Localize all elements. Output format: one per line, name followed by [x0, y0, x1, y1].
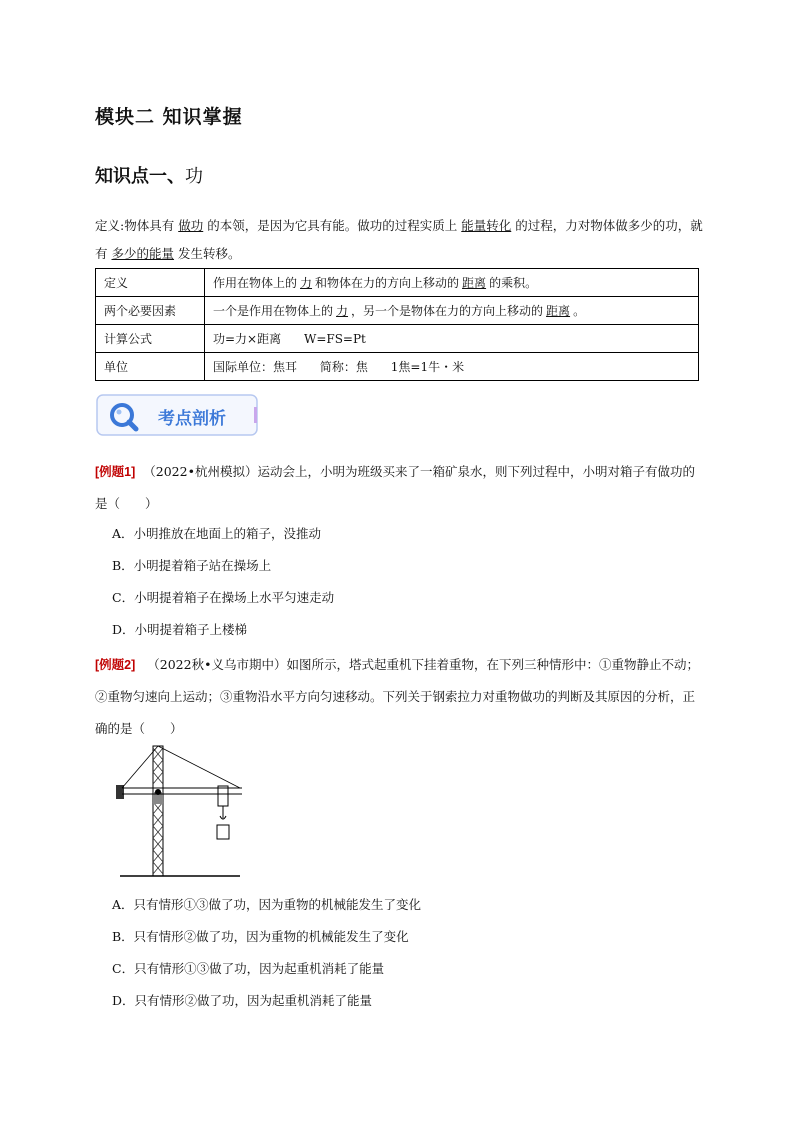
tower-crane-figure	[112, 742, 252, 880]
example2-tag: [例题2]	[95, 658, 136, 672]
table-row	[96, 353, 699, 381]
table-cell: 一个是作用在物体上的 力 ，另一个是物体在力的方向上移动的 距离 。	[205, 297, 699, 325]
definition-text: 定义:物体具有	[95, 218, 175, 233]
table-label: 两个必要因素	[96, 297, 205, 325]
example2-option-b[interactable]: B．只有情形②做了功，因为重物的机械能发生了变化	[112, 929, 409, 944]
example2-option-c[interactable]: C．只有情形①③做了功，因为起重机消耗了能量	[112, 961, 385, 976]
table-label: 定义	[96, 269, 205, 297]
table-cell: 功=力×距离 W=FS=Pt	[205, 325, 699, 353]
table-label: 计算公式	[96, 325, 205, 353]
table-row	[96, 297, 699, 325]
table-label: 单位	[96, 353, 205, 381]
section-heading	[95, 162, 203, 188]
example2-option-a[interactable]: A．只有情形①③做了功，因为重物的机械能发生了变化	[112, 897, 422, 912]
badge-label: 考点剖析	[158, 409, 226, 429]
example2-stem: （2022秋•义乌市期中）如图所示，塔式起重机下挂着重物，在下列三种情形中：①重物静止不动；②重物匀速向上运动；③重物沿水平方向匀速移动。下列关于钢索拉力对重物做功的判断及其原因的分析，正确的是（ ）	[95, 657, 699, 736]
example1-question	[95, 456, 705, 520]
section-prefix: 知识点一、	[95, 166, 185, 187]
example1-option-b[interactable]: B．小明提着箱子站在操场上	[112, 558, 272, 573]
example1-option-c[interactable]: C．小明提着箱子在操场上水平匀速走动	[112, 590, 335, 605]
exam-point-badge	[96, 393, 260, 437]
table-row	[96, 325, 699, 353]
example1-option-d[interactable]: D．小明提着箱子上楼梯	[112, 622, 248, 637]
definition-text: 的本领，是因为它具有能。做功的过程实质上	[207, 218, 458, 233]
example1-option-a[interactable]: A．小明推放在地面上的箱子，没推动	[112, 526, 322, 541]
knowledge-table	[95, 268, 699, 381]
example2-option-d[interactable]: D．只有情形②做了功，因为起重机消耗了能量	[112, 993, 373, 1008]
table-cell: 国际单位：焦耳 简称：焦 1焦=1牛・米	[205, 353, 699, 381]
definition-blank: 做功	[178, 218, 204, 233]
definition-blank: 多少的能量	[111, 246, 175, 261]
definition-paragraph	[95, 212, 703, 268]
definition-text: 的过程，力对物体做多少的功，就有	[95, 218, 703, 261]
example1-stem: （2022•杭州模拟）运动会上，小明为班级买来了一箱矿泉水，则下列过程中，小明对箱子有做功的是（ ）	[95, 464, 695, 511]
table-row	[96, 269, 699, 297]
example2-question	[95, 649, 705, 745]
example1-tag: [例题1]	[95, 465, 136, 479]
section-topic: 功	[185, 166, 203, 187]
table-cell: 作用在物体上的 力 和物体在力的方向上移动的 距离 的乘积。	[205, 269, 699, 297]
definition-text: 发生转移。	[178, 246, 241, 261]
module-title: 模块二 知识掌握	[95, 106, 243, 128]
definition-blank: 能量转化	[461, 218, 512, 233]
